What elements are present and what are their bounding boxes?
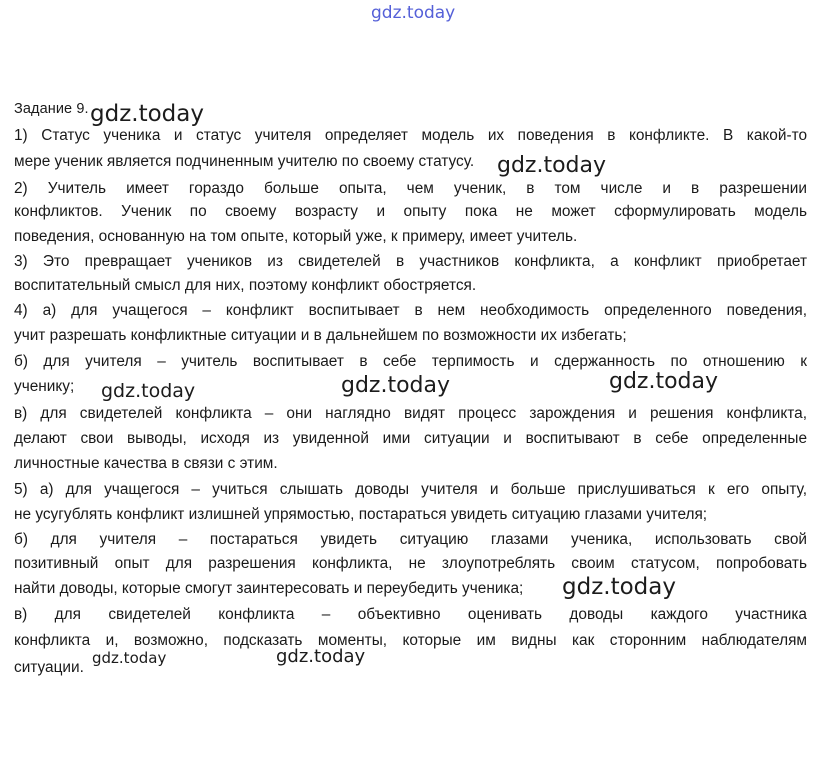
task-title: Задание 9. [14,101,89,117]
answer-line: в) для свидетелей конфликта – они наглядно видят процесс зарождения и решения конфликта, [14,405,807,422]
watermark-text: gdz.today [276,646,366,667]
answer-line: личностные качества в связи с этим. [14,455,278,472]
answer-line: 5) а) для учащегося – учиться слышать доводы учителя и больше прислушиваться к его опыту, [14,481,807,498]
answer-line: не усугублять конфликт излишней упрямостью, постараться увидеть ситуацию глазами учителя; [14,506,708,523]
answer-line: найти доводы, которые смогут заинтересовать и переубедить ученика; [14,580,524,597]
answer-line: поведения, основанную на том опыте, который уже, к примеру, имеет учитель. [14,228,578,245]
answer-line: ситуации. [14,659,84,676]
answer-line: б) для учителя – постараться увидеть ситуацию глазами ученика, использовать свой [14,531,807,548]
watermark-text: gdz.today [90,101,204,127]
answer-line: б) для учителя – учитель воспитывает в себе терпимость и сдержанность по отношению к [14,353,807,370]
answer-line: делают свои выводы, исходя из увиденной ими ситуации и воспитывают в себе определенные [14,430,807,447]
watermark-text: gdz.today [497,153,607,178]
answer-line: учит разрешать конфликтные ситуации и в дальнейшем по возможности их избегать; [14,327,627,344]
answer-line: конфликта и, возможно, подсказать моменты, которые им видны как сторонним наблюдателям [14,632,807,649]
watermark-text: gdz.today [341,373,451,398]
watermark-top: gdz.today [371,3,456,23]
answer-line: 1) Статус ученика и статус учителя определяет модель их поведения в конфликте. В какой-то [14,127,807,144]
answer-line: конфликтов. Ученик по своему возрасту и опыту пока не может сформулировать модель [14,203,807,220]
answer-line: 4) а) для учащегося – конфликт воспитывает в нем необходимость определенного поведения, [14,302,807,319]
answer-line: мере ученик является подчиненным учителю по своему статусу. [14,153,475,170]
watermark-text: gdz.today [92,649,167,667]
watermark-text: gdz.today [562,574,676,600]
answer-line: позитивный опыт для разрешения конфликта, не злоупотреблять своим статусом, попробовать [14,555,807,572]
watermark-text: gdz.today [101,380,196,402]
answer-line: ученику; [14,378,75,395]
watermark-text: gdz.today [609,369,719,394]
answer-line: воспитательный смысл для них, поэтому конфликт обостряется. [14,277,477,294]
answer-line: 2) Учитель имеет гораздо больше опыта, чем ученик, в том числе и в разрешении [14,180,807,197]
answer-line: в) для свидетелей конфликта – объективно оценивать доводы каждого участника [14,606,807,623]
answer-line: 3) Это превращает учеников из свидетелей в участников конфликта, а конфликт приобретает [14,253,807,270]
